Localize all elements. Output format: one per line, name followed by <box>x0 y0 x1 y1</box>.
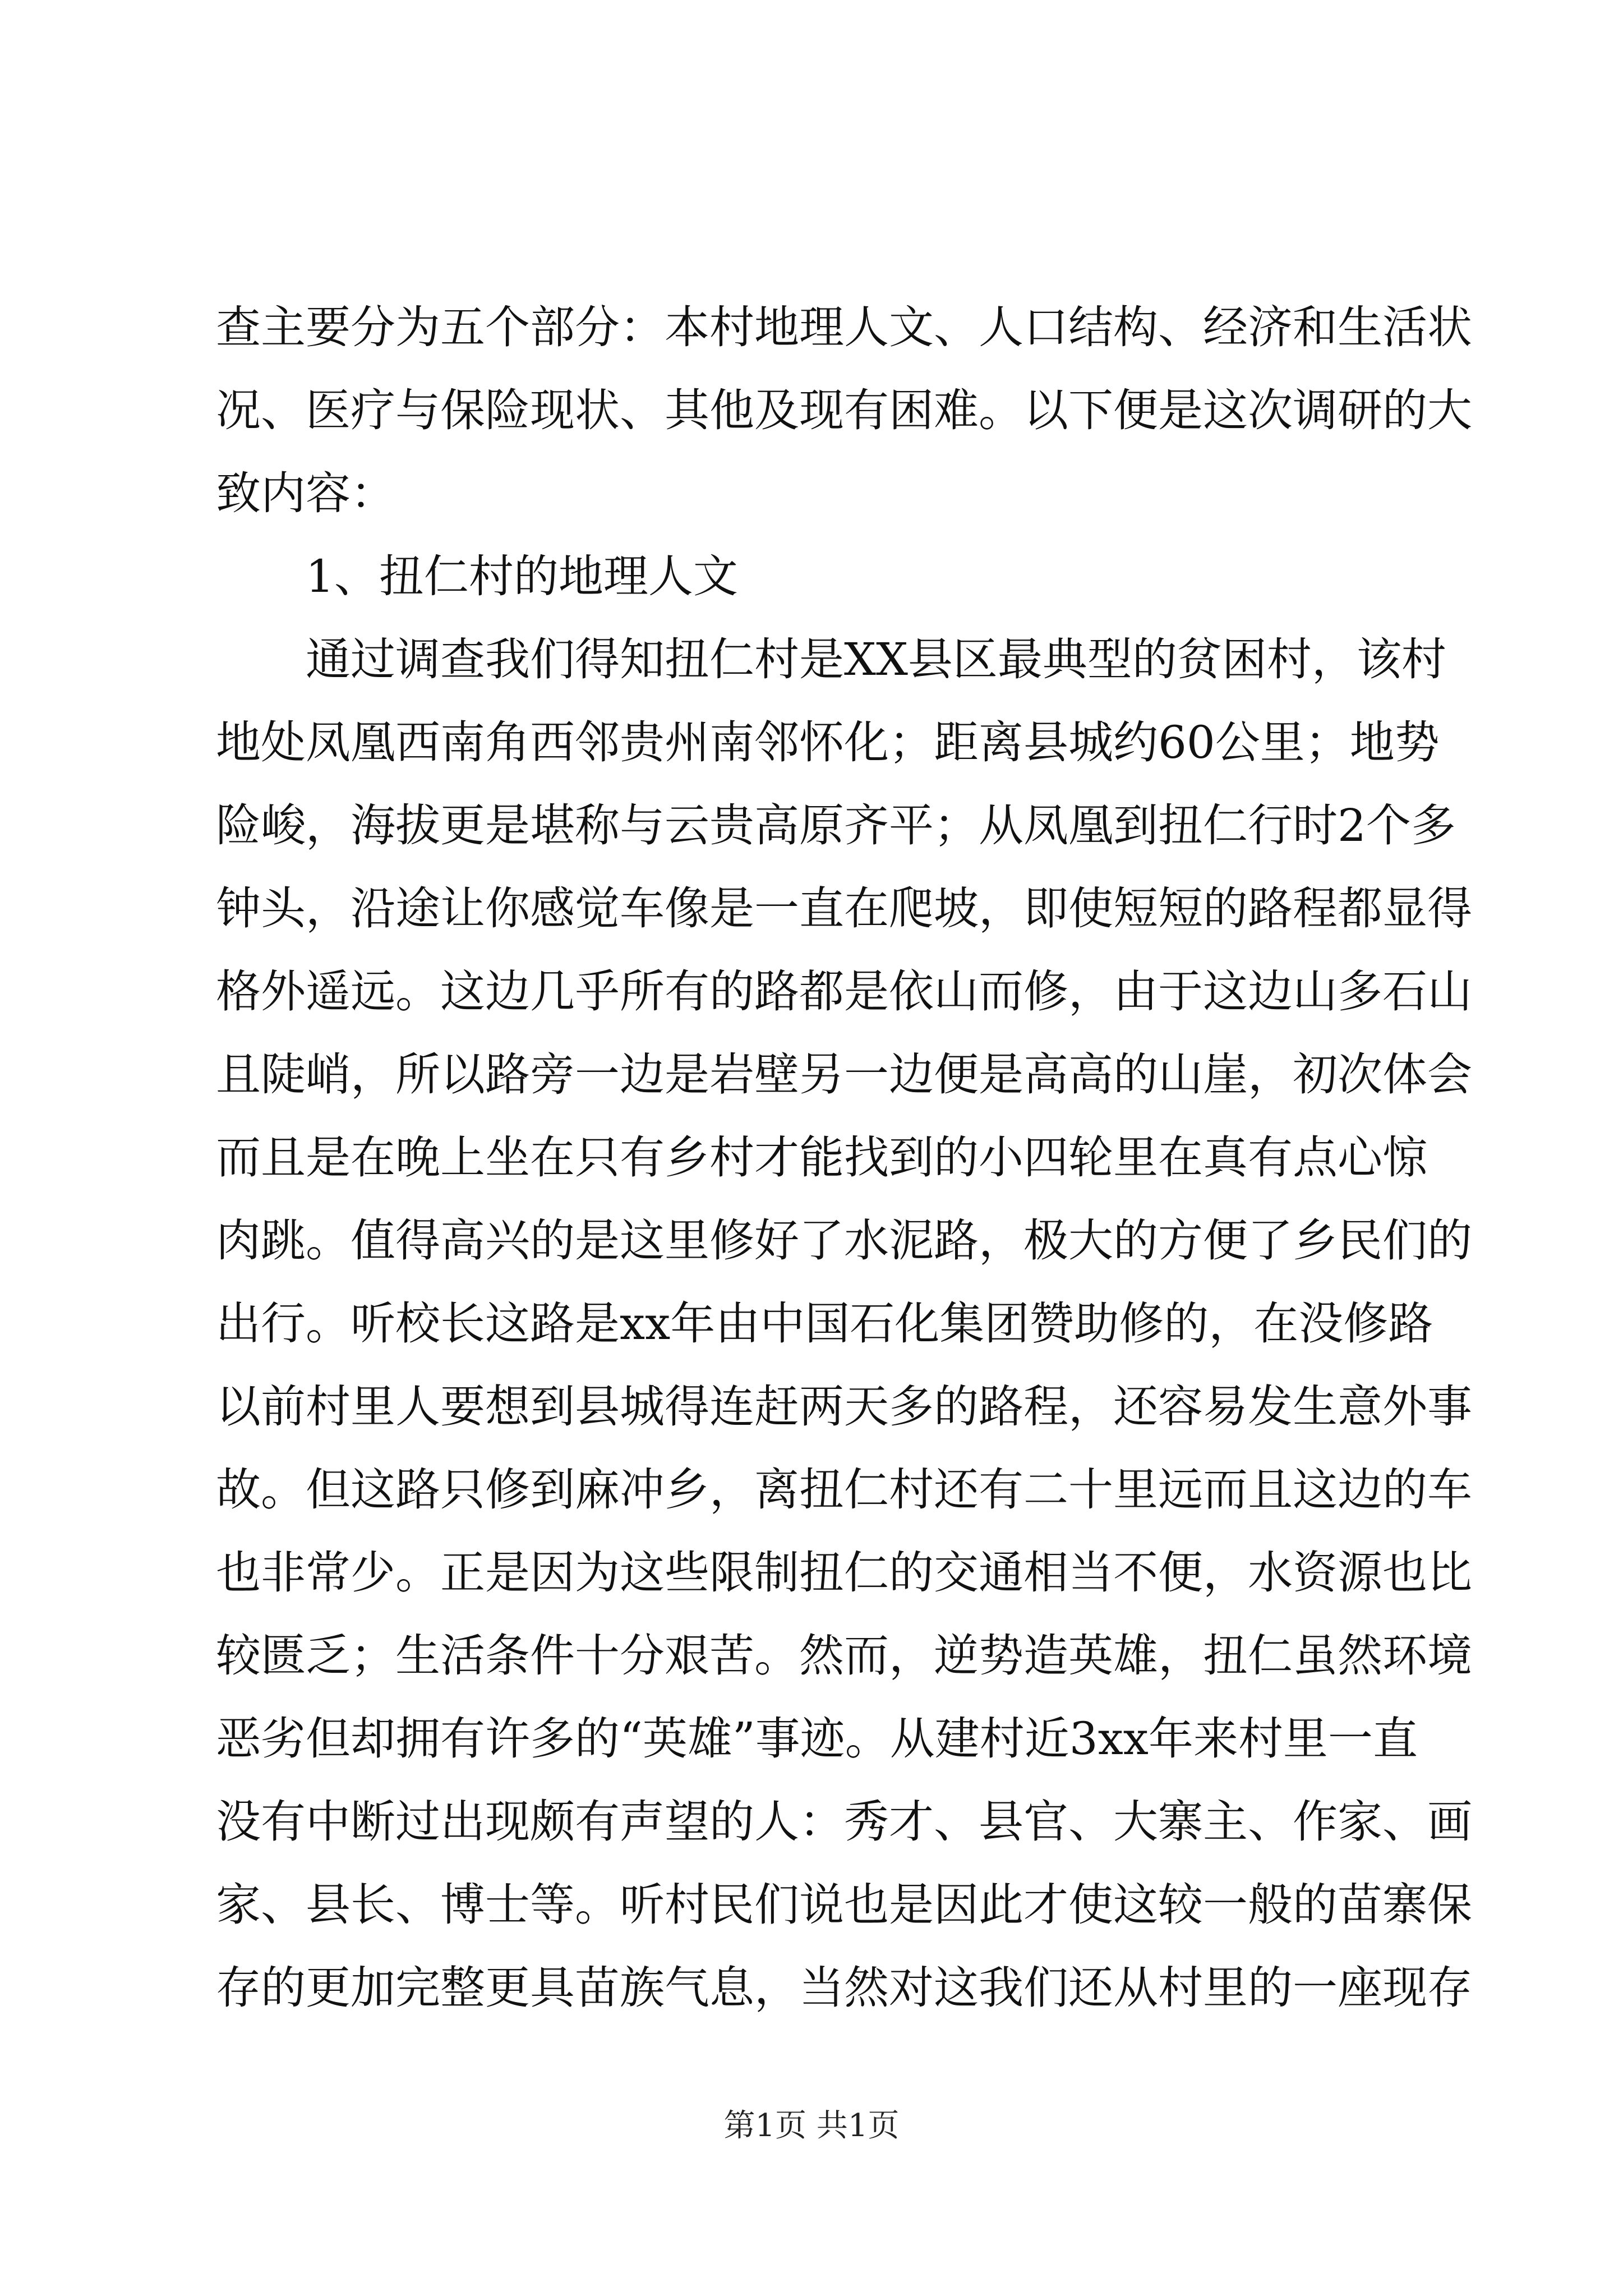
body-text <box>216 286 1472 2030</box>
text-line: 以前村里人要想到县城得连赶两天多的路程，还容易发生意外事 <box>216 1381 1472 1433</box>
text-line: 致内容： <box>216 467 395 519</box>
text-line: 险峻，海拔更是堪称与云贵高原齐平；从凤凰到扭仁行时2个多 <box>216 799 1456 852</box>
page-footer: 第1页 共1页 <box>723 2108 900 2144</box>
text-line: 通过调查我们得知扭仁村是XX县区最典型的贫困村，该村 <box>306 633 1446 685</box>
text-line: 格外遥远。这边几乎所有的路都是依山而修，由于这边山多石山 <box>216 965 1472 1018</box>
text-line: 钟头，沿途让你感觉车像是一直在爬坡，即使短短的路程都显得 <box>216 882 1472 935</box>
text-line: 地处凤凰西南角西邻贵州南邻怀化；距离县城约60公里；地势 <box>216 716 1440 769</box>
text-line: 肉跳。值得高兴的是这里修好了水泥路，极大的方便了乡民们的 <box>216 1214 1472 1267</box>
text-line: 故。但这路只修到麻冲乡，离扭仁村还有二十里远而且这边的车 <box>216 1464 1472 1516</box>
text-line: 况、医疗与保险现状、其他及现有困难。以下便是这次调研的大 <box>216 384 1472 436</box>
text-line: 查主要分为五个部分：本村地理人文、人口结构、经济和生活状 <box>216 301 1472 353</box>
section-heading: 1、扭仁村的地理人文 <box>306 550 738 602</box>
text-line: 家、县长、博士等。听村民们说也是因此才使这较一般的苗寨保 <box>216 1879 1472 1931</box>
text-line: 而且是在晚上坐在只有乡村才能找到的小四轮里在真有点心惊 <box>216 1131 1427 1184</box>
text-line: 存的更加完整更具苗族气息，当然对这我们还从村里的一座现存 <box>216 1962 1472 2014</box>
text-line: 恶劣但却拥有许多的“英雄”事迹。从建村近3xx年来村里一直 <box>216 1713 1418 1765</box>
text-line: 出行。听校长这路是xx年由中国石化集团赞助修的，在没修路 <box>216 1297 1433 1350</box>
text-line: 较匮乏；生活条件十分艰苦。然而，逆势造英雄，扭仁虽然环境 <box>216 1630 1472 1682</box>
text-line: 没有中断过出现颇有声望的人：秀才、县官、大寨主、作家、画 <box>216 1796 1472 1848</box>
text-line: 且陡峭，所以路旁一边是岩壁另一边便是高高的山崖，初次体会 <box>216 1048 1472 1101</box>
text-line: 也非常少。正是因为这些限制扭仁的交通相当不便，水资源也比 <box>216 1547 1472 1599</box>
